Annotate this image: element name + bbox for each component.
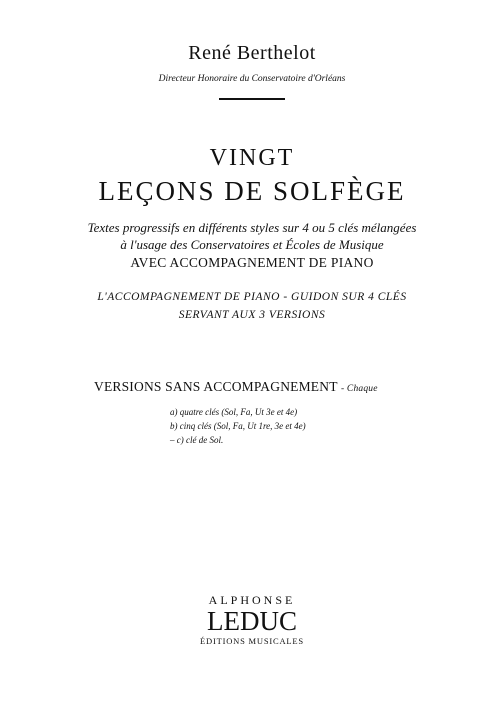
author-title: Directeur Honoraire du Conservatoire d'Orléans xyxy=(158,74,346,84)
version-item-b: b) cinq clés (Sol, Fa, Ut 1re, 3e et 4e) xyxy=(170,421,306,431)
versions-heading xyxy=(94,379,378,395)
versions-suffix: - Chaque xyxy=(340,384,378,394)
divider-rule xyxy=(219,98,285,100)
version-item-c: – c) clé de Sol. xyxy=(170,435,224,445)
accompaniment-note xyxy=(0,288,504,324)
version-item-a: a) quatre clés (Sol, Fa, Ut 3e et 4e) xyxy=(170,407,298,417)
author-name: René Berthelot xyxy=(188,42,316,64)
accompaniment-line-2: SERVANT AUX 3 VERSIONS xyxy=(178,309,326,321)
version-list xyxy=(170,405,306,447)
description xyxy=(0,219,504,253)
with-accompaniment-heading: AVEC ACCOMPAGNEMENT DE PIANO xyxy=(130,255,374,270)
description-line-1: Textes progressifs en différents styles sur 4 ou 5 clés mélangées xyxy=(87,220,417,235)
description-line-2: à l'usage des Conservatoires et Écoles de Musique xyxy=(120,237,384,252)
title-line-1: VINGT xyxy=(209,145,295,171)
publisher-logo xyxy=(0,593,504,647)
accompaniment-line-1: L'ACCOMPAGNEMENT DE PIANO - GUIDON SUR 4 CLÉS xyxy=(97,291,407,303)
title-line-2: LEÇONS DE SOLFÈGE xyxy=(98,176,406,206)
publisher-line-1: ALPHONSE xyxy=(208,593,296,607)
versions-label: VERSIONS SANS ACCOMPAGNEMENT xyxy=(94,379,338,394)
publisher-line-3: ÉDITIONS MUSICALES xyxy=(200,636,304,646)
publisher-line-2: LEDUC xyxy=(207,606,297,636)
